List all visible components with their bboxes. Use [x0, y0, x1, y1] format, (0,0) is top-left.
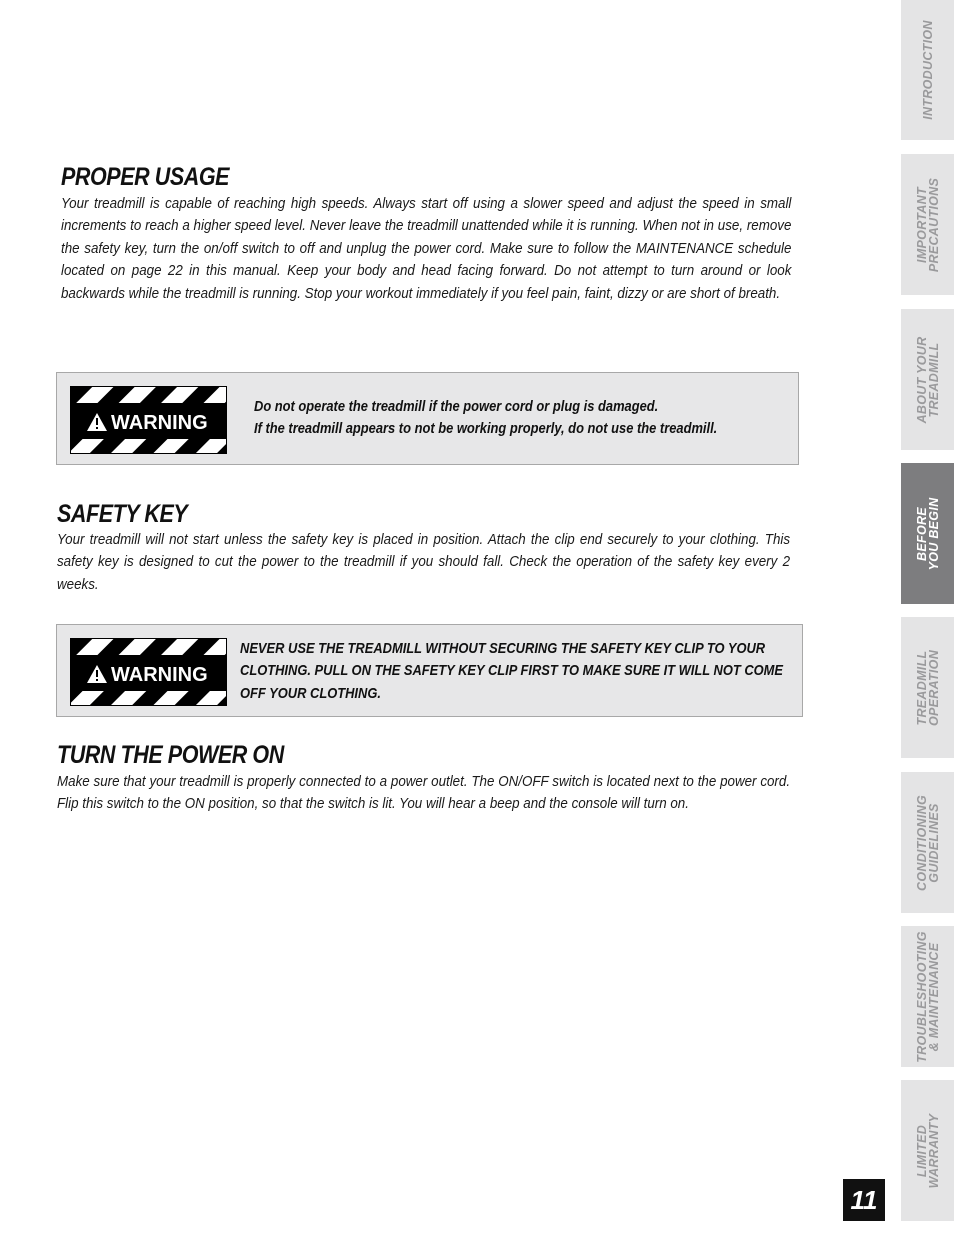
page-number: 11 — [843, 1179, 885, 1221]
safety-key-text: Your treadmill will not start unless the safety key is placed in position. Attach the clip end securely to your clothing. This safety key is designed to cut the power to the treadmill if you should fall. Check the operation of the safety key every 2 weeks. — [57, 531, 791, 593]
warning-box-safety-key — [56, 624, 803, 717]
warning-sign — [70, 386, 227, 454]
tab-important-precautions[interactable]: IMPORTANT PRECAUTIONS — [901, 154, 954, 295]
tab-about-your-treadmill[interactable]: ABOUT YOUR TREADMILL — [901, 309, 954, 450]
tab-troubleshooting-maintenance[interactable]: TROUBLESHOOTING & MAINTENANCE — [901, 926, 954, 1067]
proper-usage-text: Your treadmill is capable of reaching high speeds. Always start off using a slower speed and adjust the speed in small increments to reach a higher speed level. Never leave the treadmill unattended while it is running. When not in use, remove the safety key, turn the on/off switch to off and unplug the power cord. Make sure to follow the MAINTENANCE schedule located on page 22 in this manual. Keep your body and head facing forward. Do not attempt to turn around or look backwards while the treadmill is running. Stop your workout immediately if you feel pain, faint, dizzy or are short of breath. — [61, 195, 792, 302]
tab-treadmill-operation[interactable]: TREADMILL OPERATION — [901, 617, 954, 758]
power-on-heading: TURN THE POWER ON — [57, 741, 284, 769]
warning-sign — [70, 638, 227, 706]
warning-label: WARNING — [111, 664, 208, 686]
safety-key-heading: SAFETY KEY — [57, 500, 188, 528]
proper-usage-heading: PROPER USAGE — [61, 163, 230, 191]
warning-text-2: NEVER USE THE TREADMILL WITHOUT SECURING THE SAFETY KEY CLIP TO YOUR CLOTHING. PULL ON THE SAFETY KEY CLIP FIRST TO MAKE SURE IT WILL NOT COME OFF YOUR CLOTHING. — [240, 640, 784, 702]
warning-label: WARNING — [111, 412, 208, 434]
warning-text-1: Do not operate the treadmill if the power cord or plug is damaged. If the treadmill appears to not be working properly, do not use the treadmill. — [254, 398, 718, 438]
power-on-text: Make sure that your treadmill is properly connected to a power outlet. The ON/OFF switch is located next to the power cord. Flip this switch to the ON position, so that the switch is lit. You will hear a beep and the console will turn on. — [57, 773, 791, 813]
tab-before-you-begin[interactable]: BEFORE YOU BEGIN — [901, 463, 954, 604]
tab-conditioning-guidelines[interactable]: CONDITIONING GUIDELINES — [901, 772, 954, 913]
tab-limited-warranty[interactable]: LIMITED WARRANTY — [901, 1080, 954, 1221]
warning-box-power-cord — [56, 372, 799, 465]
tab-introduction[interactable]: INTRODUCTION — [901, 0, 954, 140]
